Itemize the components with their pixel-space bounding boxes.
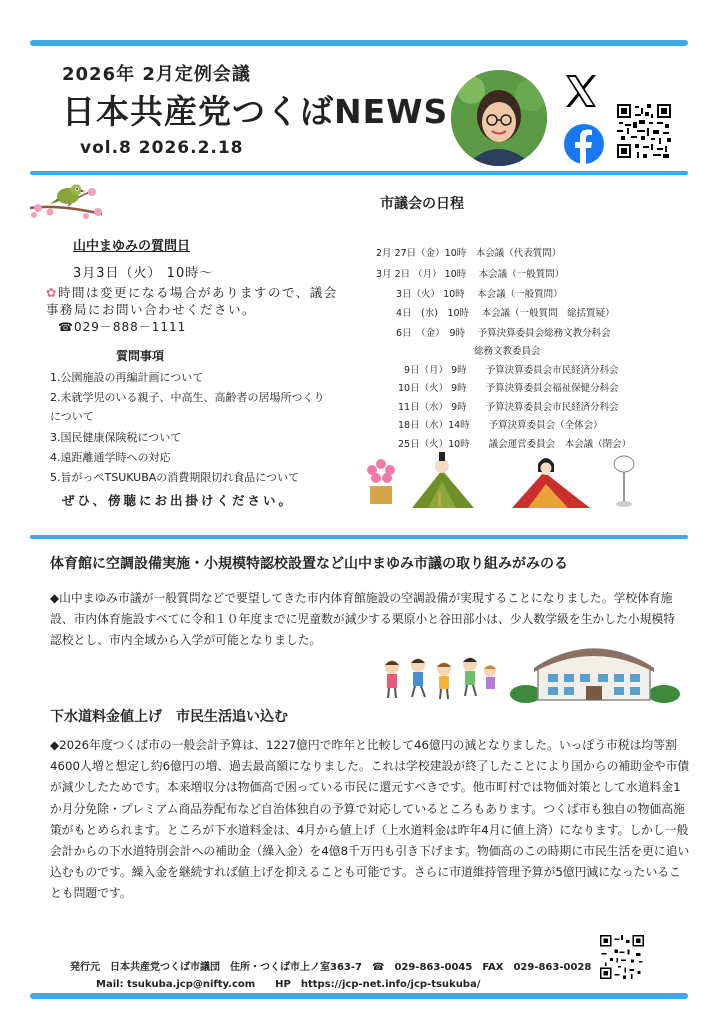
x-logo-icon[interactable]: [562, 72, 600, 110]
article1-heading: 体育館に空調設備実施・小規模特認校設置など山中まゆみ市議の取り組みがみのる: [50, 556, 568, 572]
schedule-row: 4日 (水) 10時 本会議（一般質問 総括質疑）: [396, 308, 615, 319]
question-day-heading: 山中まゆみの質問日: [73, 239, 191, 254]
top-border-bar: [30, 40, 688, 46]
newsletter-title: 日本共産党つくばNEWS: [62, 92, 449, 131]
schedule-row: 9日（月） 9時 予算決算委員会市民経済分科会: [404, 365, 619, 376]
volume-date: vol.8 2026.2.18: [80, 138, 244, 158]
school-building-illustration: [508, 636, 680, 706]
question-day-datetime: 3月3日（火） 10時～: [73, 266, 214, 281]
children-illustration: [380, 655, 500, 700]
avatar: [451, 70, 547, 166]
qr-code-icon[interactable]: [600, 935, 644, 979]
article1-body: ◆山中まゆみ市議が一般質問などで要望してきた市内体育館施設の空調設備が実現することになりました。学校体育施設、市内体育施設すべてに令和１０年度までに児童数が減少する栗原小と谷田部小は、少人数学級を生かした小規模特認校とし、市内全域から入学が可能となりました。: [50, 591, 676, 647]
attendance-invitation: ぜひ、傍聴にお出掛けください。: [62, 493, 295, 508]
schedule-row: 10日（火） 9時 予算決算委員会福祉保健分科会: [398, 383, 619, 394]
question-item: 1.公園施設の再編計画について: [50, 371, 204, 384]
schedule-row: 11日（水） 9時 予算決算委員会市民経済分科会: [398, 402, 619, 413]
section-divider-bar: [30, 535, 688, 539]
schedule-heading: 市議会の日程: [380, 196, 464, 212]
header-divider-bar: [30, 171, 688, 175]
schedule-row: 25日（火）10時 議会運営委員会 本会議（閉会）: [398, 439, 632, 450]
article2-body: ◆2026年度つくば市の一般会計予算は、1227億円で昨年と比較して46億円の減となりました。いっぽう市税は均等割4600人増と想定し約6億円の増、過去最高額になりました。これは学校建設が終了したことにより国からの補助金や市債が減少したためです。本来増収分は物価高で困っている市民に還元すべきです。他市町村では物価対策として水道料金1か月分免除・プレミアム商品券配布など自治体独自の予算で対応しているところもあります。つくば市も独自の物価高施策がもとめられます。ところが下水道料金は、4月から値上げ（上水道料金は昨年4月に値上済）になります。しかし一般会計からの下水道特別会計への補助金（繰入金）を4億8千万円も引き下げます。物価高のこの時期に市民生活を更に追い込むものです。繰入金を継続すれば値上げを抑えることも可能です。さらに市道維持管理予算が5億円減になったいることも問題です。: [50, 738, 690, 901]
facebook-logo-icon[interactable]: [564, 124, 604, 164]
schedule-row: 総務文教委員会: [474, 346, 541, 357]
question-item: 4.遠距離通学時への対応: [50, 451, 171, 464]
schedule-row: 3月 2日 （月） 10時 本会議（一般質問）: [376, 269, 565, 280]
question-item: 2.未就学児のいる親子、中高生、高齢者の居場所つくりについて: [50, 391, 325, 423]
contact-info: Mail: tsukuba.jcp@nifty.com HP https://jcp-net.info/jcp-tsukuba/: [96, 979, 481, 990]
schedule-row: 6日 （金） 9時 予算決算委員会総務文教分科会: [396, 328, 611, 339]
bird-on-branch-illustration: [28, 178, 104, 220]
article2-heading: 下水道料金値上げ 市民生活追い込む: [50, 709, 288, 725]
council-phone: ☎029－888－1111: [58, 320, 187, 334]
schedule-change-notice: [46, 284, 346, 318]
notice-text: 時間は変更になる場合がありますので、議会事務局にお問い合わせください。: [46, 285, 338, 317]
schedule-row: 18日（水）14時 予算決算委員会（全体会）: [398, 420, 603, 431]
qr-code-icon[interactable]: [617, 104, 671, 158]
flower-bullet-icon: ✿: [46, 285, 58, 300]
question-item: 3.国民健康保険税について: [50, 431, 182, 444]
bottom-border-bar: [30, 993, 688, 999]
hina-dolls-illustration: [362, 452, 652, 510]
schedule-row: 2月 27日（金）10時 本会議（代表質問）: [376, 248, 562, 259]
question-item: 5.旨がっぺTSUKUBAの消費期限切れ食品について: [50, 471, 300, 484]
questions-heading: 質問事項: [116, 349, 165, 363]
publisher-info: 発行元 日本共産党つくば市議団 住所・つくば市上ノ室363-7 ☎ 029-863-0045 FAX 029-863-0028: [70, 962, 592, 973]
schedule-row: 3日（火） 10時 本会議（一般質問）: [396, 289, 563, 300]
issue-line: 2026年 2月定例会議: [62, 64, 251, 85]
